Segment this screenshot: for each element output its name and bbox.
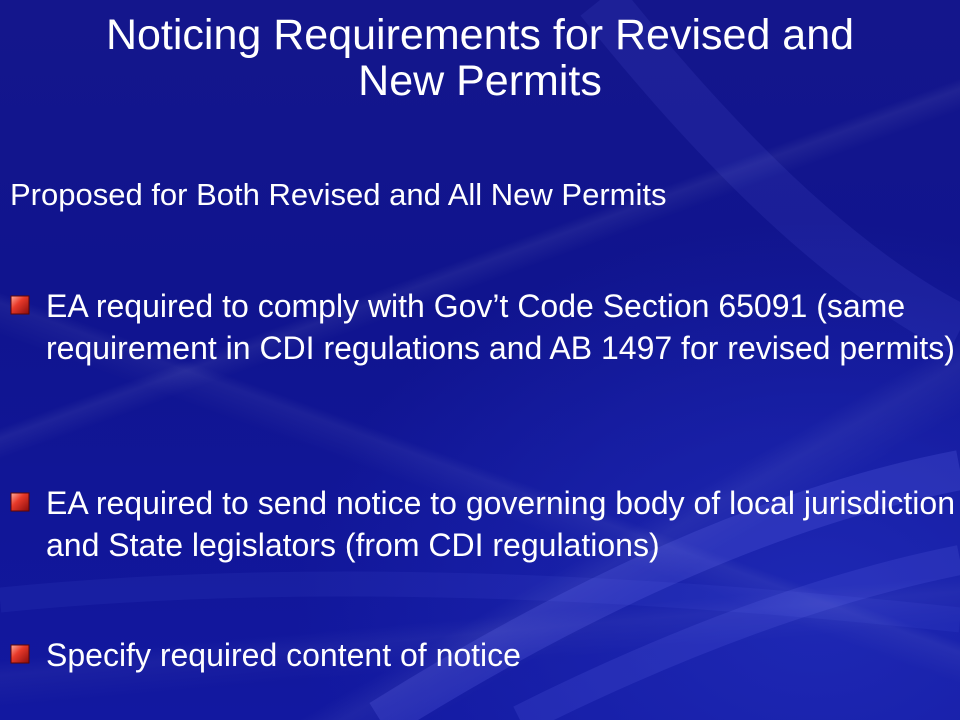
bullet-text: EA required to send notice to governing body of local jurisdiction and State legislators (from CDI regulations) [46,485,955,563]
red-square-bullet-icon [10,295,30,315]
slide-subtitle: Proposed for Both Revised and All New Permits [10,177,667,212]
slide-title [20,12,940,104]
bullet-text: Specify required content of notice [46,637,521,673]
slide-title-line-1: Noticing Requirements for Revised and [105,11,855,59]
slide-title-line-2: New Permits [358,57,602,105]
red-square-bullet-icon [10,644,30,664]
red-square-bullet-icon [10,492,30,512]
bullet-item [10,634,955,676]
bullet-item [10,482,955,566]
bullet-text: EA required to comply with Gov’t Code Section 65091 (same requirement in CDI regulations and AB 1497 for revised permits) [46,288,955,366]
bullet-item [10,285,955,369]
